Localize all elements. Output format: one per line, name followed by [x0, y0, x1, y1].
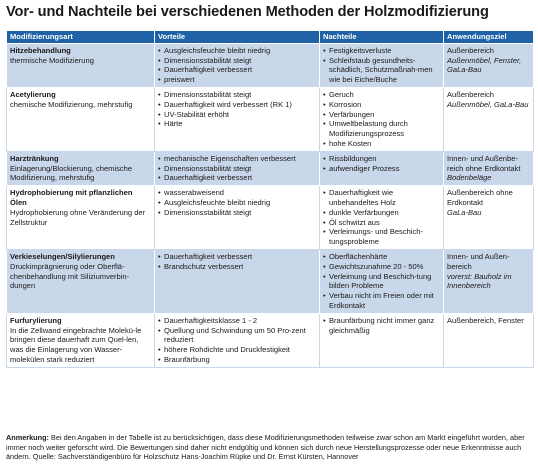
advantage-item: • Dauerhaftigkeit verbessert: [158, 65, 316, 75]
cell-disadvantages-list: [323, 90, 440, 149]
cell-advantages: [155, 87, 320, 151]
cell-disadvantages: [320, 186, 444, 250]
cell-application: [444, 186, 534, 250]
cell-disadvantages: [320, 313, 444, 367]
cell-advantages-list: [158, 90, 316, 129]
cell-disadvantages: [320, 87, 444, 151]
application-examples: GaLa-Bau: [447, 207, 482, 217]
disadvantage-item: • Verbau nicht im Freien oder mit Erdkontakt: [323, 291, 440, 311]
page-title: Vor- und Nachteile bei verschiedenen Methoden der Holzmodifizierung: [6, 4, 489, 20]
method-description: Druckimprägnierung oder Oberflä-chenbehandlung mit Siliziumverbin-dungen: [10, 261, 130, 291]
method-name: Verkieselungen/Silylierungen: [10, 251, 115, 261]
disadvantage-item: • Korrosion: [323, 100, 440, 110]
disadvantage-item: • Gewichtszunahme 20 - 50%: [323, 262, 440, 272]
advantage-item: • Dauerhaftigkeit verbessert: [158, 173, 316, 183]
header-nachteile: Nachteile: [320, 31, 444, 44]
application-examples: Außenmöbel, Fenster, GaLa-Bau: [447, 55, 522, 75]
table-row: [7, 186, 534, 250]
cell-advantages: [155, 186, 320, 250]
disadvantage-item: • Festigkeitsverluste: [323, 46, 440, 56]
cell-method: [7, 186, 155, 250]
cell-application: [444, 43, 534, 87]
cell-method: [7, 249, 155, 313]
footnote: [6, 433, 533, 462]
application-examples: Außenmöbel, GaLa-Bau: [447, 99, 529, 109]
application-examples: vorerst: Bauholz im Innenbereich: [447, 271, 512, 291]
advantage-item: • Dimensionsstabilität steigt: [158, 90, 316, 100]
advantage-item: • Dauerhaftigkeitsklasse 1 - 2: [158, 316, 316, 326]
cell-application: [444, 313, 534, 367]
advantage-item: • Dauerhaftigkeit wird verbessert (RK 1): [158, 100, 316, 110]
disadvantage-item: • Verleimungs- und Beschich-tungsprobleme: [323, 227, 440, 247]
cell-advantages: [155, 249, 320, 313]
cell-advantages-list: [158, 252, 316, 272]
advantage-item: • Dimensionsstabilität steigt: [158, 56, 316, 66]
table-row: [7, 151, 534, 185]
comparison-table: [6, 30, 534, 368]
cell-disadvantages-list: [323, 252, 440, 311]
disadvantage-item: • Schleifstaub gesundheits-schädlich, Schutzmaßnah-men wie bei Eiche/Buche: [323, 56, 440, 85]
disadvantage-item: • Dauerhaftigkeit wie unbehandeltes Holz: [323, 188, 440, 208]
advantage-item: • Braunfärbung: [158, 355, 316, 365]
cell-disadvantages-list: [323, 154, 440, 174]
cell-disadvantages: [320, 249, 444, 313]
method-name: Harztränkung: [10, 153, 59, 163]
disadvantage-item: • dunkle Verfärbungen: [323, 208, 440, 218]
cell-method: [7, 43, 155, 87]
footnote-label: Anmerkung:: [6, 433, 49, 442]
advantage-item: • Dimensionsstabilität steigt: [158, 164, 316, 174]
table-header-row: [7, 31, 534, 44]
cell-method: [7, 87, 155, 151]
advantage-item: • Brandschutz verbessert: [158, 262, 316, 272]
method-name: Hitzebehandlung: [10, 45, 71, 55]
cell-advantages: [155, 43, 320, 87]
advantage-item: • preiswert: [158, 75, 316, 85]
application-text: Außenbereich, Fenster: [447, 315, 524, 325]
advantage-item: • Quellung und Schwindung um 50 Pro-zent reduziert: [158, 326, 316, 346]
application-text: Außenbereich: [447, 45, 494, 55]
cell-advantages-list: [158, 46, 316, 85]
cell-disadvantages-list: [323, 46, 440, 85]
application-text: Innen- und Außen-bereich: [447, 251, 510, 271]
application-text: Außenbereich ohne Erdkontakt: [447, 188, 513, 207]
cell-method: [7, 313, 155, 367]
cell-advantages: [155, 313, 320, 367]
disadvantage-item: • hohe Kosten: [323, 139, 440, 149]
cell-disadvantages-list: [323, 188, 440, 247]
application-text: Innen- und Außenbe-reich ohne Erdkontakt: [447, 153, 521, 173]
cell-disadvantages: [320, 151, 444, 185]
method-description: thermische Modifizierung: [10, 55, 94, 65]
advantage-item: • mechanische Eigenschaften verbessert: [158, 154, 316, 164]
method-name: Acetylierung: [10, 89, 56, 99]
advantage-item: • Härte: [158, 119, 316, 129]
advantage-item: • Ausgleichsfeuchte bleibt niedrig: [158, 46, 316, 56]
header-anwendungsziel: Anwendungsziel: [444, 31, 534, 44]
disadvantage-item: • Geruch: [323, 90, 440, 100]
cell-advantages-list: [158, 154, 316, 183]
method-description: In die Zellwand eingebrachte Molekü-le bringen diese dauerhaft zum Quel-len, was die Einlagerung von Wasser-molekülen stark reduziert: [10, 325, 142, 364]
cell-advantages: [155, 151, 320, 185]
advantage-item: • wasserabweisend: [158, 188, 316, 198]
cell-method: [7, 151, 155, 185]
method-name: Furfurylierung: [10, 315, 62, 325]
disadvantage-item: • Umweltbelastung durch Modifizierungsprozess: [323, 119, 440, 139]
cell-advantages-list: [158, 188, 316, 217]
application-examples: Bodenbeläge: [447, 173, 492, 183]
cell-disadvantages: [320, 43, 444, 87]
disadvantage-item: • aufwendiger Prozess: [323, 164, 440, 174]
footnote-text: Bei den Angaben in der Tabelle ist zu berücksichtigen, dass diese Modifizierungsmethoden teilweise zwar schon am Markt eingeführt wurden, aber immer noch weiter geforscht wird. Die Bewertungen sind daher nicht endgültig und können sich durch neue Herstellungsprozesse oder neue Erkenntnisse auch ändern. Quelle: Sachverständigenbüro für Holzschutz Hans-Joachim Rüpke und Dr. Ernst Kürsten, Hannover: [6, 433, 525, 462]
disadvantage-item: • Verfärbungen: [323, 110, 440, 120]
method-description: chemische Modifizierung, mehrstufig: [10, 99, 133, 109]
advantage-item: • Dimensionsstabilität steigt: [158, 208, 316, 218]
method-description: Hydrophobierung ohne Veränderung der Zellstruktur: [10, 207, 146, 227]
advantage-item: • UV-Stabilität erhöht: [158, 110, 316, 120]
advantage-item: • Dauerhaftigkeit verbessert: [158, 252, 316, 262]
table-row: [7, 313, 534, 367]
header-vorteile: Vorteile: [155, 31, 320, 44]
cell-application: [444, 87, 534, 151]
method-name: Hydrophobierung mit pflanzlichen Ölen: [10, 188, 133, 207]
table-body: [7, 43, 534, 367]
cell-disadvantages-list: [323, 316, 440, 336]
header-modifizierungsart: Modifizierungsart: [7, 31, 155, 44]
disadvantage-item: • Braunfärbung nicht immer ganz gleichmäßig: [323, 316, 440, 336]
disadvantage-item: • Verleimung und Beschich-tung bilden Probleme: [323, 272, 440, 292]
application-text: Außenbereich: [447, 89, 494, 99]
table-row: [7, 87, 534, 151]
advantage-item: • höhere Rohdichte und Druckfestigkeit: [158, 345, 316, 355]
cell-advantages-list: [158, 316, 316, 365]
cell-application: [444, 151, 534, 185]
cell-application: [444, 249, 534, 313]
method-description: Einlagerung/Blockierung, chemische Modifizierung, mehrstufig: [10, 163, 133, 183]
table-row: [7, 249, 534, 313]
advantage-item: • Ausgleichsfeuchte bleibt niedrig: [158, 198, 316, 208]
disadvantage-item: • Rissbildungen: [323, 154, 440, 164]
disadvantage-item: • Oberflächenhärte: [323, 252, 440, 262]
table-row: [7, 43, 534, 87]
disadvantage-item: • Öl schwitzt aus: [323, 218, 440, 228]
